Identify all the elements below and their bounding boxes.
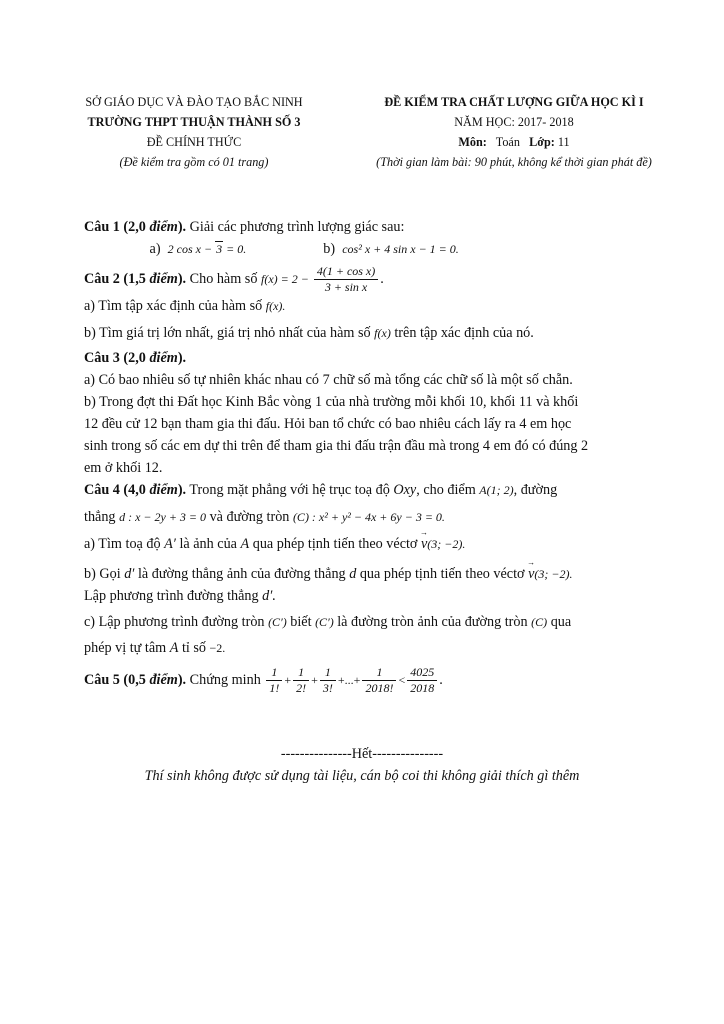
time-note: (Thời gian làm bài: 90 phút, không kể thời gian phát đề)	[376, 155, 652, 169]
question-4c-line-2: phép vị tự tâm A tỉ số −2.	[84, 640, 226, 656]
header-left	[58, 92, 330, 172]
q5-term-2: $\frac{1}{2!}$	[293, 665, 309, 696]
q1-a-expr: 2 cos x − 3 = 0.	[167, 242, 247, 256]
page-count-note: (Đề kiểm tra gồm có 01 trang)	[119, 155, 269, 169]
q2-function: f(x) = 2 −	[260, 271, 312, 286]
q5-rhs: $\frac{4025}{2018}$	[407, 665, 437, 696]
q1-b-expr: cos² x + 4 sin x − 1 = 0.	[342, 242, 459, 256]
question-4-line-2: thẳng d : x − 2y + 3 = 0 và đường tròn (C) : x² + y² − 4x + 6y − 3 = 0.	[84, 509, 445, 525]
question-2b: b) Tìm giá trị lớn nhất, giá trị nhỏ nhất của hàm số f(x) trên tập xác định của nó.	[84, 325, 534, 341]
question-4: Câu 4 (4,0 điểm). Trong mặt phẳng với hệ trục toạ độ Oxy, cho điểm A(1; 2), đường	[84, 482, 558, 498]
question-4b-line-2: Lập phương trình đường thẳng d′.	[84, 588, 276, 604]
q5-term-last: $\frac{1}{2018!}$	[362, 665, 396, 696]
q5-term-1: $\frac{1}{1!}$	[266, 665, 282, 696]
question-2: Câu 2 (1,5 điểm). Cho hàm số f(x) = 2 − $\frac{\text{4(1 + cos x)}}{\text{3 + sin x}}$ .	[84, 264, 384, 294]
exam-title: ĐỀ KIỂM TRA CHẤT LƯỢNG GIỮA HỌC KÌ I	[384, 95, 644, 109]
question-3b-line-1: b) Trong đợt thi Đất học Kinh Bắc vòng 1 của nhà trường mỗi khối 10, khối 11 và khối	[84, 394, 579, 410]
footer-note: Thí sinh không được sử dụng tài liệu, cán bộ coi thi không giải thích gì thêm	[144, 768, 580, 784]
question-4b: b) Gọi d′ là đường thẳng ảnh của đường thẳng d qua phép tịnh tiến theo véctơ → v(3; −2).	[84, 563, 684, 585]
question-5: Câu 5 (0,5 điểm). Chứng minh $\frac{1}{1!}$ + $\frac{1}{2!}$ + $\frac{1}{3!}$ +...+ $\frac{1}{2018!}$ < $\frac{4025}{2018}$ .	[84, 665, 443, 695]
question-4a: a) Tìm toạ độ A′ là ảnh của A qua phép tịnh tiến theo véctơ → v(3; −2).	[84, 533, 684, 555]
q5-term-3: $\frac{1}{3!}$	[320, 665, 336, 696]
question-1-parts	[84, 238, 684, 260]
official-label: ĐỀ CHÍNH THỨC	[146, 135, 242, 149]
end-marker: ---------------Hết---------------	[280, 746, 444, 762]
grade-label: Lớp:	[529, 135, 555, 149]
question-4c: c) Lập phương trình đường tròn (C′) biết (C′) là đường tròn ảnh của đường tròn (C) qua	[84, 614, 572, 630]
q1-a-label: a)	[149, 241, 161, 257]
department-name: SỞ GIÁO DỤC VÀ ĐÀO TẠO BẮC NINH	[85, 95, 303, 109]
subject-grade	[334, 132, 694, 152]
header-right	[334, 92, 694, 172]
q1-b-label: b)	[323, 241, 336, 257]
grade-value: 11	[557, 135, 570, 149]
question-3: Câu 3 (2,0 điểm).	[84, 350, 187, 366]
question-3b-line-2: 12 đều cử 12 bạn tham gia thi đấu. Hỏi ban tổ chức có bao nhiêu cách lấy ra 4 em học	[84, 416, 572, 432]
question-1: Câu 1 (2,0 điểm). Giải các phương trình lượng giác sau:	[84, 219, 405, 235]
school-name: TRƯỜNG THPT THUẬN THÀNH SỐ 3	[87, 115, 301, 129]
q2-fraction: $\frac{\text{4(1 + cos x)}}{\text{3 + sin x}}$	[314, 264, 378, 295]
question-3a: a) Có bao nhiêu số tự nhiên khác nhau có 7 chữ số mà tổng các chữ số là một số chẵn.	[84, 372, 573, 388]
subject-label: Môn:	[458, 135, 487, 149]
question-3b-line-3: sinh trong số các em dự thi trên để tham gia thi đấu trận đầu mà trong 4 em đó có đúng 2	[84, 438, 589, 454]
question-2a: a) Tìm tập xác định của hàm số f(x).	[84, 298, 286, 314]
question-3b-line-4: em ở khối 12.	[84, 460, 163, 476]
school-year: NĂM HỌC: 2017- 2018	[454, 115, 574, 129]
subject-value: Toán	[495, 135, 520, 149]
exam-body	[84, 216, 684, 696]
